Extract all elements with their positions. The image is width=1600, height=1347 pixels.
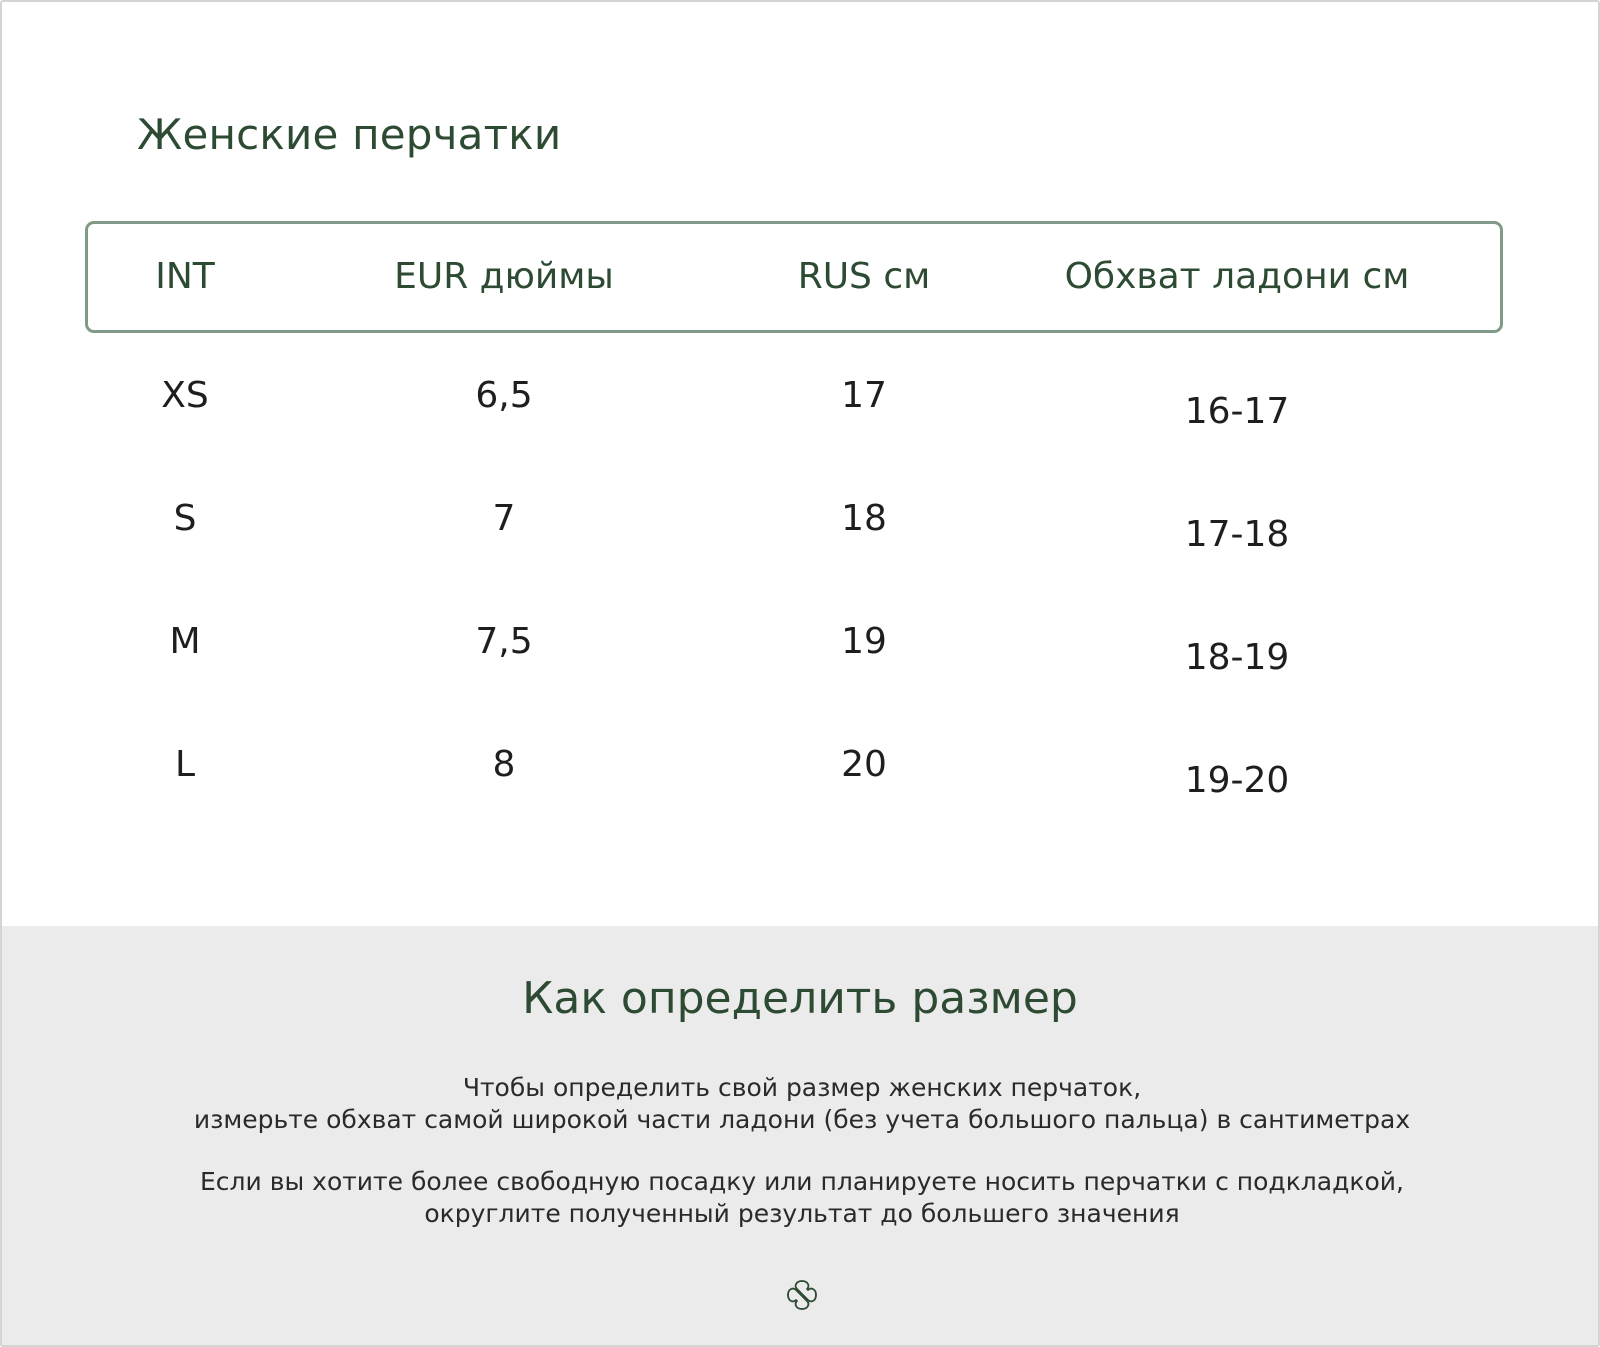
measure-instructions <box>102 1072 1502 1136</box>
table-cell-eur: 6,5 <box>475 375 533 416</box>
table-cell-int: XS <box>161 375 209 416</box>
table-cell-rus: 20 <box>841 744 887 785</box>
how-to-measure-section <box>2 926 1598 1347</box>
advice-line: округлите полученный результат до большего значения <box>424 1199 1180 1228</box>
table-cell-palm-girth: 17-18 <box>1184 514 1290 555</box>
table-cell-eur: 7,5 <box>475 621 533 662</box>
how-to-title: Как определить размер <box>522 973 1078 1024</box>
page-title: Женские перчатки <box>137 110 562 159</box>
column-header-int: INT <box>155 256 215 297</box>
brand-logo-icon <box>784 1277 820 1313</box>
table-cell-rus: 18 <box>841 498 887 539</box>
table-cell-rus: 19 <box>841 621 887 662</box>
size-table-section <box>2 2 1598 926</box>
table-cell-rus: 17 <box>841 375 887 416</box>
table-cell-palm-girth: 19-20 <box>1184 760 1290 801</box>
table-cell-eur: 7 <box>492 498 516 539</box>
table-cell-int: M <box>169 621 201 662</box>
table-cell-palm-girth: 16-17 <box>1184 391 1290 432</box>
advice-line: Если вы хотите более свободную посадку или планируете носить перчатки с подкладкой, <box>200 1167 1404 1196</box>
column-header-rus: RUS см <box>797 256 931 297</box>
column-header-palm-girth: Обхват ладони см <box>1064 256 1410 297</box>
table-cell-palm-girth: 18-19 <box>1184 637 1290 678</box>
instruction-line: Чтобы определить свой размер женских перчаток, <box>462 1073 1142 1102</box>
column-header-eur: EUR дюймы <box>394 256 614 297</box>
table-cell-eur: 8 <box>492 744 516 785</box>
instruction-line: измерьте обхват самой широкой части ладони (без учета большого пальца) в сантиметрах <box>193 1105 1411 1134</box>
fit-advice <box>102 1166 1502 1230</box>
table-cell-int: L <box>174 744 196 785</box>
table-cell-int: S <box>173 498 197 539</box>
